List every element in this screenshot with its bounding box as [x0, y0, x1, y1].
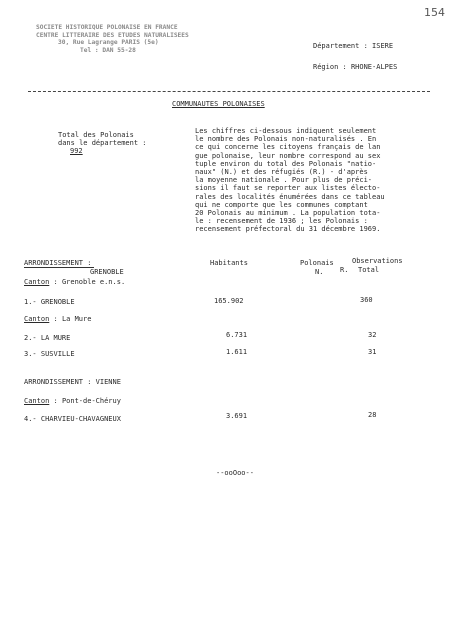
paragraph-line: tuple environ du total des Polonais "natio-: [195, 159, 377, 168]
row-charvieu-habitants: 3.691: [226, 412, 248, 420]
arrondissement-vienne: [24, 378, 121, 386]
row-charvieu-name: 4.- CHARVIEU-CHAVAGNEUX: [24, 415, 121, 423]
region-label: Région :: [313, 63, 347, 71]
total-value: 992: [70, 147, 83, 156]
total-block: [58, 131, 147, 156]
row-grenoble-name: 1.- GRENOBLE: [24, 298, 75, 306]
paragraph-line: rales des localités énumérées dans ce tableau: [195, 192, 385, 201]
canton-label: Canton: [24, 397, 50, 405]
org-header: [36, 24, 189, 54]
page-title: COMMUNAUTES POLONAISES: [172, 100, 265, 108]
row-la-mure-polonais: 32: [368, 331, 377, 339]
canton-label: Canton: [24, 278, 50, 286]
arrondissement-value: VIENNE: [95, 378, 121, 386]
row-susville-polonais: 31: [368, 348, 377, 356]
paragraph-line: sions il faut se reporter aux listes électo-: [195, 184, 381, 193]
canton-grenoble: [24, 278, 125, 286]
canton-label: Canton: [24, 315, 50, 323]
footer-mark: --ooOoo--: [216, 469, 254, 477]
paragraph-line: le : recensement de 1936 ; les Polonais :: [195, 217, 368, 226]
row-grenoble-habitants: 165.902: [214, 297, 244, 305]
org-line-2: CENTRE LITTERAIRE DES ETUDES NATURALISEES: [36, 31, 189, 39]
org-line-1: SOCIETE HISTORIQUE POLONAISE EN FRANCE: [36, 24, 178, 31]
paragraph-line: ce qui concerne les citoyens français de lan: [195, 143, 381, 152]
paragraph-line: recensement préfectoral du 31 décembre 1969.: [195, 225, 381, 234]
total-line-2: dans le département :: [58, 139, 147, 148]
total-header: Total: [358, 266, 380, 274]
r-header: R.: [340, 266, 349, 274]
habitants-header: Habitants: [210, 259, 248, 267]
org-line-4: Tel : DAN 55-28: [80, 46, 136, 54]
arrondissement-underline: [24, 267, 94, 268]
canton-la-mure: [24, 315, 91, 323]
page-number: 154: [424, 6, 445, 19]
region-line: [313, 63, 397, 71]
explanation-paragraph: [195, 127, 385, 234]
paragraph-line: gue polonaise, leur nombre correspond au sex: [195, 151, 381, 160]
region-value: RHONE-ALPES: [350, 63, 398, 71]
paragraph-line: 20 Polonais au minimum . La population tota-: [195, 209, 381, 218]
row-susville-habitants: 1.611: [226, 348, 248, 356]
departement-value: ISERE: [372, 42, 394, 50]
org-line-3: 30, Rue Lagrange PARIS (5e): [58, 39, 159, 47]
total-line-1: Total des Polonais: [58, 131, 134, 139]
paragraph-line: Les chiffres ci-dessous indiquent seulement: [195, 127, 377, 135]
n-header: N.: [315, 268, 324, 276]
canton-value: : La Mure: [53, 315, 92, 323]
paragraph-line: le nombre des Polonais non-naturalisés . En: [195, 135, 377, 144]
paragraph-line: qui ne comporte que les communes comptant: [195, 200, 368, 209]
row-la-mure-name: 2.- LA MURE: [24, 334, 71, 342]
polonais-header: Polonais: [300, 259, 334, 267]
observations-header: Observations: [352, 257, 403, 265]
row-grenoble-polonais: 360: [360, 296, 373, 304]
departement-line: [313, 42, 393, 50]
canton-pont-de-cheruy: [24, 397, 121, 405]
row-susville-name: 3.- SUSVILLE: [24, 350, 75, 358]
canton-value: : Pont-de-Chéruy: [53, 397, 121, 405]
arrondissement-label: ARRONDISSEMENT :: [24, 378, 92, 386]
row-charvieu-polonais: 28: [368, 411, 377, 419]
arrondissement-label: ARRONDISSEMENT :: [24, 259, 92, 267]
top-separator: [28, 91, 430, 92]
paragraph-line: la moyenne nationale . Pour plus de préci-: [195, 176, 373, 185]
row-la-mure-habitants: 6.731: [226, 331, 248, 339]
arrondissement-name: GRENOBLE: [90, 268, 124, 276]
canton-value: : Grenoble e.n.s.: [53, 278, 126, 286]
departement-label: Département :: [313, 42, 368, 50]
paragraph-line: naux" (N.) et des réfugiés (R.) - d'après: [195, 168, 368, 177]
